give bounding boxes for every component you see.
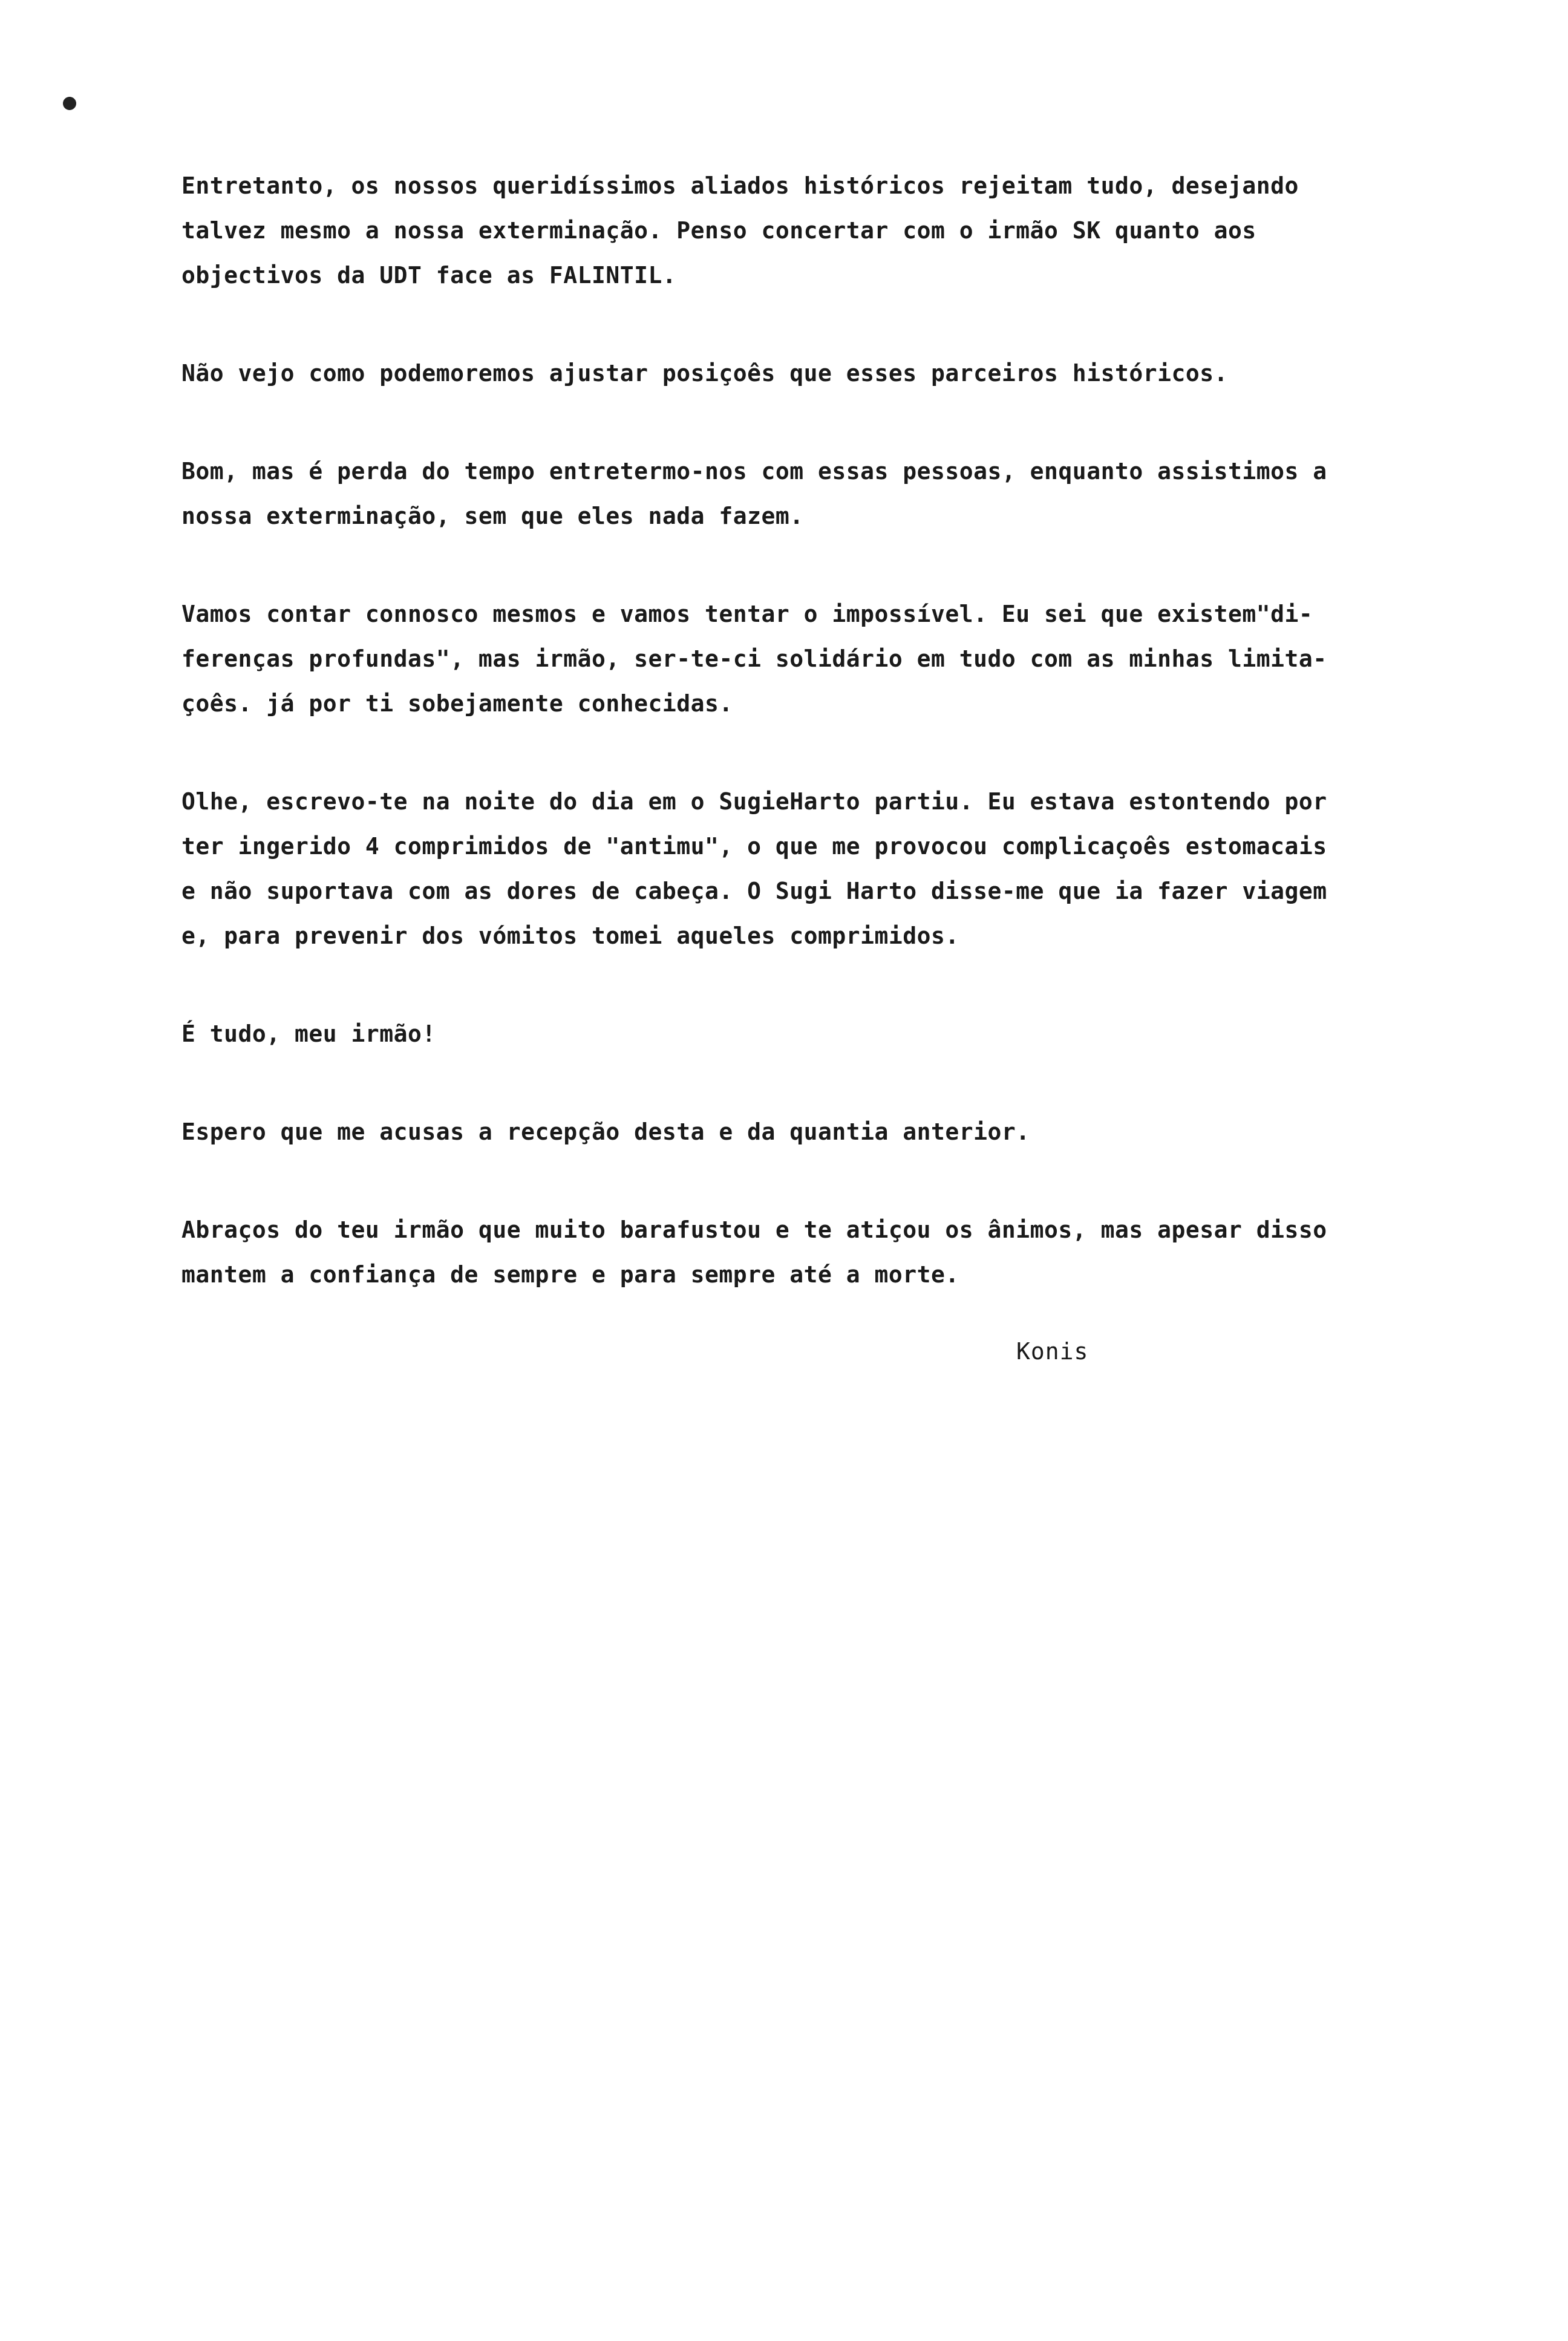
paragraph-8 <box>181 1207 1458 1297</box>
punch-hole-mark <box>63 97 76 110</box>
text-line: Abraços do teu irmão que muito barafustou e te atiçou os ânimos, mas apesar disso <box>181 1216 1327 1243</box>
text-line: nossa exterminação, sem que eles nada fazem. <box>181 503 804 529</box>
text-line: Olhe, escrevo-te na noite do dia em o SugieHarto partiu. Eu estava estontendo por <box>181 788 1327 815</box>
paragraph-2 <box>181 351 1458 396</box>
paragraph-5 <box>181 779 1458 958</box>
text-line: ter ingerido 4 comprimidos de "antimu", o que me provocou complicaçoês estomacais <box>181 833 1327 860</box>
signature: Konis <box>1016 1338 1089 1365</box>
text-line: Bom, mas é perda do tempo entretermo-nos com essas pessoas, enquanto assistimos a <box>181 458 1327 485</box>
text-line: Espero que me acusas a recepção desta e da quantia anterior. <box>181 1118 1030 1145</box>
text-line: Entretanto, os nossos queridíssimos aliados históricos rejeitam tudo, desejando <box>181 172 1299 199</box>
text-line: mantem a confiança de sempre e para sempre até a morte. <box>181 1261 959 1288</box>
text-line: e, para prevenir dos vómitos tomei aqueles comprimidos. <box>181 922 959 949</box>
paragraph-3 <box>181 449 1458 538</box>
paragraph-4 <box>181 592 1458 726</box>
text-line: objectivos da UDT face as FALINTIL. <box>181 262 677 289</box>
text-line: Não vejo como podemoremos ajustar posiçoês que esses parceiros históricos. <box>181 360 1228 387</box>
text-line: e não suportava com as dores de cabeça. O Sugi Harto disse-me que ia fazer viagem <box>181 878 1327 904</box>
text-line: çoês. já por ti sobejamente conhecidas. <box>181 690 733 717</box>
text-line: ferenças profundas", mas irmão, ser-te-ci solidário em tudo com as minhas limita- <box>181 645 1327 672</box>
text-line: É tudo, meu irmão! <box>181 1020 436 1047</box>
paragraph-1 <box>181 163 1458 298</box>
letter-body <box>181 163 1458 1350</box>
paragraph-7 <box>181 1109 1458 1154</box>
text-line: talvez mesmo a nossa exterminação. Penso concertar com o irmão SK quanto aos <box>181 217 1256 244</box>
text-line: Vamos contar connosco mesmos e vamos tentar o impossível. Eu sei que existem"di- <box>181 601 1313 627</box>
paragraph-6 <box>181 1011 1458 1056</box>
